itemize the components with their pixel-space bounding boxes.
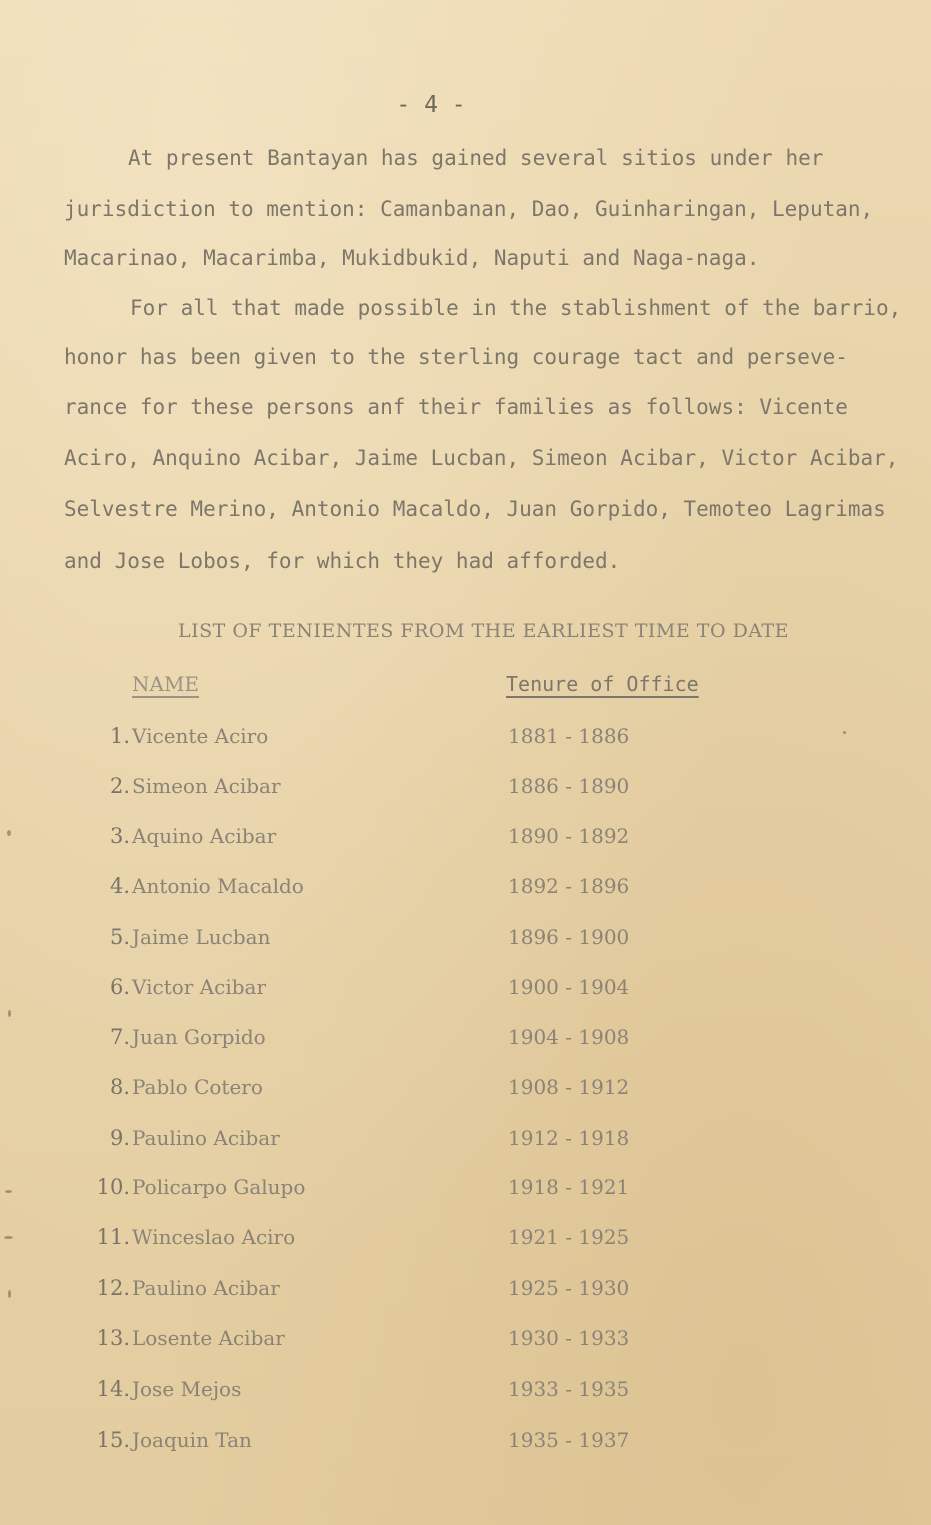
item-number: 5.: [109, 925, 130, 949]
paper-speck: [8, 1290, 11, 1298]
item-number: 8.: [109, 1075, 130, 1099]
tenure-years: 1890 - 1892: [508, 824, 630, 848]
paper-speck: [7, 830, 11, 836]
list-item: [0, 1276, 931, 1310]
list-item: [0, 774, 931, 808]
teniente-name: Vicente Aciro: [132, 724, 269, 748]
item-number: 4.: [109, 874, 130, 898]
list-item: [0, 1377, 931, 1411]
paragraph-line: Aciro, Anquino Acibar, Jaime Lucban, Simeon Acibar, Victor Acibar,: [64, 446, 899, 470]
item-number: 2.: [109, 774, 130, 798]
list-item: [0, 925, 931, 959]
teniente-name: Paulino Acibar: [132, 1276, 280, 1300]
tenure-years: 1900 - 1904: [508, 975, 630, 999]
teniente-name: Victor Acibar: [132, 975, 267, 999]
teniente-name: Antonio Macaldo: [132, 874, 304, 898]
list-item: [0, 1175, 931, 1209]
tenure-years: 1925 - 1930: [508, 1276, 630, 1300]
tenure-years: 1892 - 1896: [508, 874, 630, 898]
tenure-years: 1930 - 1933: [508, 1326, 630, 1350]
item-number: 10.: [96, 1175, 130, 1199]
tenure-years: 1904 - 1908: [508, 1025, 630, 1049]
item-number: 1.: [109, 724, 130, 748]
paragraph-line: honor has been given to the sterling courage tact and perseve-: [64, 345, 848, 369]
tenure-years: 1881 - 1886: [508, 724, 630, 748]
teniente-name: Juan Gorpido: [132, 1025, 266, 1049]
item-number: 12.: [96, 1276, 130, 1300]
list-item: [0, 824, 931, 858]
teniente-name: Aquino Acibar: [132, 824, 277, 848]
paragraph-line: Macarinao, Macarimba, Mukidbukid, Naputi and Naga-naga.: [64, 246, 760, 270]
item-number: 6.: [109, 975, 130, 999]
item-number: 11.: [96, 1225, 130, 1249]
teniente-name: Pablo Cotero: [132, 1075, 263, 1099]
tenure-years: 1933 - 1935: [508, 1377, 630, 1401]
teniente-name: Joaquin Tan: [132, 1428, 252, 1452]
paper-speck: [4, 1236, 13, 1239]
teniente-name: Simeon Acibar: [132, 774, 281, 798]
paper-speck: [5, 1190, 12, 1193]
tenure-years: 1918 - 1921: [508, 1175, 630, 1199]
teniente-name: Jose Mejos: [132, 1377, 242, 1401]
tenure-years: 1921 - 1925: [508, 1225, 630, 1249]
tenure-years: 1912 - 1918: [508, 1126, 630, 1150]
item-number: 3.: [109, 824, 130, 848]
list-item: [0, 874, 931, 908]
item-number: 14.: [96, 1377, 130, 1401]
tenure-years: 1908 - 1912: [508, 1075, 630, 1099]
column-header-tenure: Tenure of Office: [506, 672, 699, 696]
teniente-name: Policarpo Galupo: [132, 1175, 306, 1199]
paragraph-line: and Jose Lobos, for which they had afforded.: [64, 549, 621, 573]
item-number: 13.: [96, 1326, 130, 1350]
list-item: [0, 1428, 931, 1462]
list-title: LIST OF TENIENTES FROM THE EARLIEST TIME TO DATE: [178, 620, 790, 642]
list-item: [0, 724, 931, 758]
list-item: [0, 1225, 931, 1259]
column-header-name: NAME: [132, 672, 200, 696]
teniente-name: Paulino Acibar: [132, 1126, 280, 1150]
paragraph-line: At present Bantayan has gained several sitios under her: [128, 146, 824, 170]
list-item: [0, 1025, 931, 1059]
paper-speck: [843, 731, 846, 734]
list-item: [0, 975, 931, 1009]
paper-speck: [8, 1010, 11, 1017]
tenure-years: 1886 - 1890: [508, 774, 630, 798]
teniente-name: Jaime Lucban: [132, 925, 271, 949]
paragraph-line: jurisdiction to mention: Camanbanan, Dao, Guinharingan, Leputan,: [64, 197, 874, 221]
tenure-years: 1896 - 1900: [508, 925, 630, 949]
paragraph-line: For all that made possible in the stablishment of the barrio,: [130, 296, 902, 320]
list-item: [0, 1326, 931, 1360]
item-number: 7.: [109, 1025, 130, 1049]
paragraph-line: Selvestre Merino, Antonio Macaldo, Juan Gorpido, Temoteo Lagrimas: [64, 497, 886, 521]
list-item: [0, 1126, 931, 1160]
page-number: - 4 -: [396, 92, 466, 118]
item-number: 9.: [109, 1126, 130, 1150]
tenure-years: 1935 - 1937: [508, 1428, 630, 1452]
teniente-name: Losente Acibar: [132, 1326, 285, 1350]
teniente-name: Winceslao Aciro: [132, 1225, 296, 1249]
paragraph-line: rance for these persons anf their families as follows: Vicente: [64, 395, 848, 419]
item-number: 15.: [96, 1428, 130, 1452]
list-item: [0, 1075, 931, 1109]
